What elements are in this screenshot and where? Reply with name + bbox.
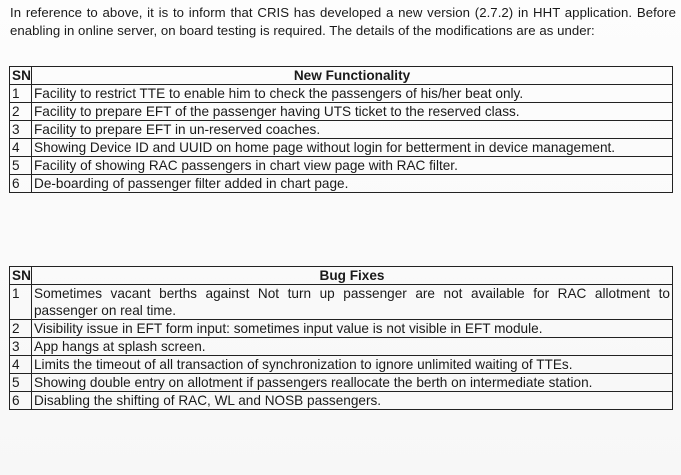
bug-fixes-title: Bug Fixes (32, 267, 673, 285)
row-number: 4 (10, 356, 32, 374)
new-functionality-title: New Functionality (32, 67, 673, 85)
row-number: 6 (10, 392, 32, 410)
bug-fixes-table (9, 266, 673, 410)
row-number: 2 (10, 103, 32, 121)
sn-column-header: SN (10, 67, 32, 85)
row-number: 4 (10, 139, 32, 157)
intro-paragraph: In reference to above, it is to inform that CRIS has developed a new version (2.7.2) in HHT application. Before enabling in online server, on board testing is required. The details of the modifications are as under: (10, 5, 676, 38)
row-number: 5 (10, 374, 32, 392)
row-description: Facility to prepare EFT of the passenger having UTS ticket to the reserved class. (32, 103, 673, 121)
table-row (10, 103, 673, 121)
table-row (10, 374, 673, 392)
table-row (10, 320, 673, 338)
row-number: 2 (10, 320, 32, 338)
row-number: 3 (10, 338, 32, 356)
row-description: Showing double entry on allotment if passengers reallocate the berth on intermediate station. (32, 374, 673, 392)
row-description: Facility of showing RAC passengers in chart view page with RAC filter. (32, 157, 673, 175)
table-row (10, 85, 673, 103)
row-description: Showing Device ID and UUID on home page without login for betterment in device management. (32, 139, 673, 157)
row-number: 1 (10, 285, 32, 320)
row-description: Visibility issue in EFT form input: sometimes input value is not visible in EFT module. (32, 320, 673, 338)
table-row (10, 338, 673, 356)
new-functionality-table (9, 66, 673, 193)
row-description: App hangs at splash screen. (32, 338, 673, 356)
table-row (10, 356, 673, 374)
row-description: Limits the timeout of all transaction of synchronization to ignore unlimited waiting of TTEs. (32, 356, 673, 374)
table-header-row (10, 67, 673, 85)
row-number: 6 (10, 175, 32, 193)
row-number: 1 (10, 85, 32, 103)
row-description: Facility to prepare EFT in un-reserved coaches. (32, 121, 673, 139)
sn-column-header: SN (10, 267, 32, 285)
row-description: Facility to restrict TTE to enable him to check the passengers of his/her beat only. (32, 85, 673, 103)
table-row (10, 392, 673, 410)
row-number: 5 (10, 157, 32, 175)
table-header-row (10, 267, 673, 285)
row-description: Sometimes vacant berths against Not turn up passenger are not available for RAC allotment to passenger on real time. (32, 285, 673, 320)
table-row (10, 175, 673, 193)
table-row (10, 157, 673, 175)
row-number: 3 (10, 121, 32, 139)
row-description: De-boarding of passenger filter added in chart page. (32, 175, 673, 193)
table-row (10, 121, 673, 139)
row-description: Disabling the shifting of RAC, WL and NOSB passengers. (32, 392, 673, 410)
table-row (10, 285, 673, 320)
table-row (10, 139, 673, 157)
